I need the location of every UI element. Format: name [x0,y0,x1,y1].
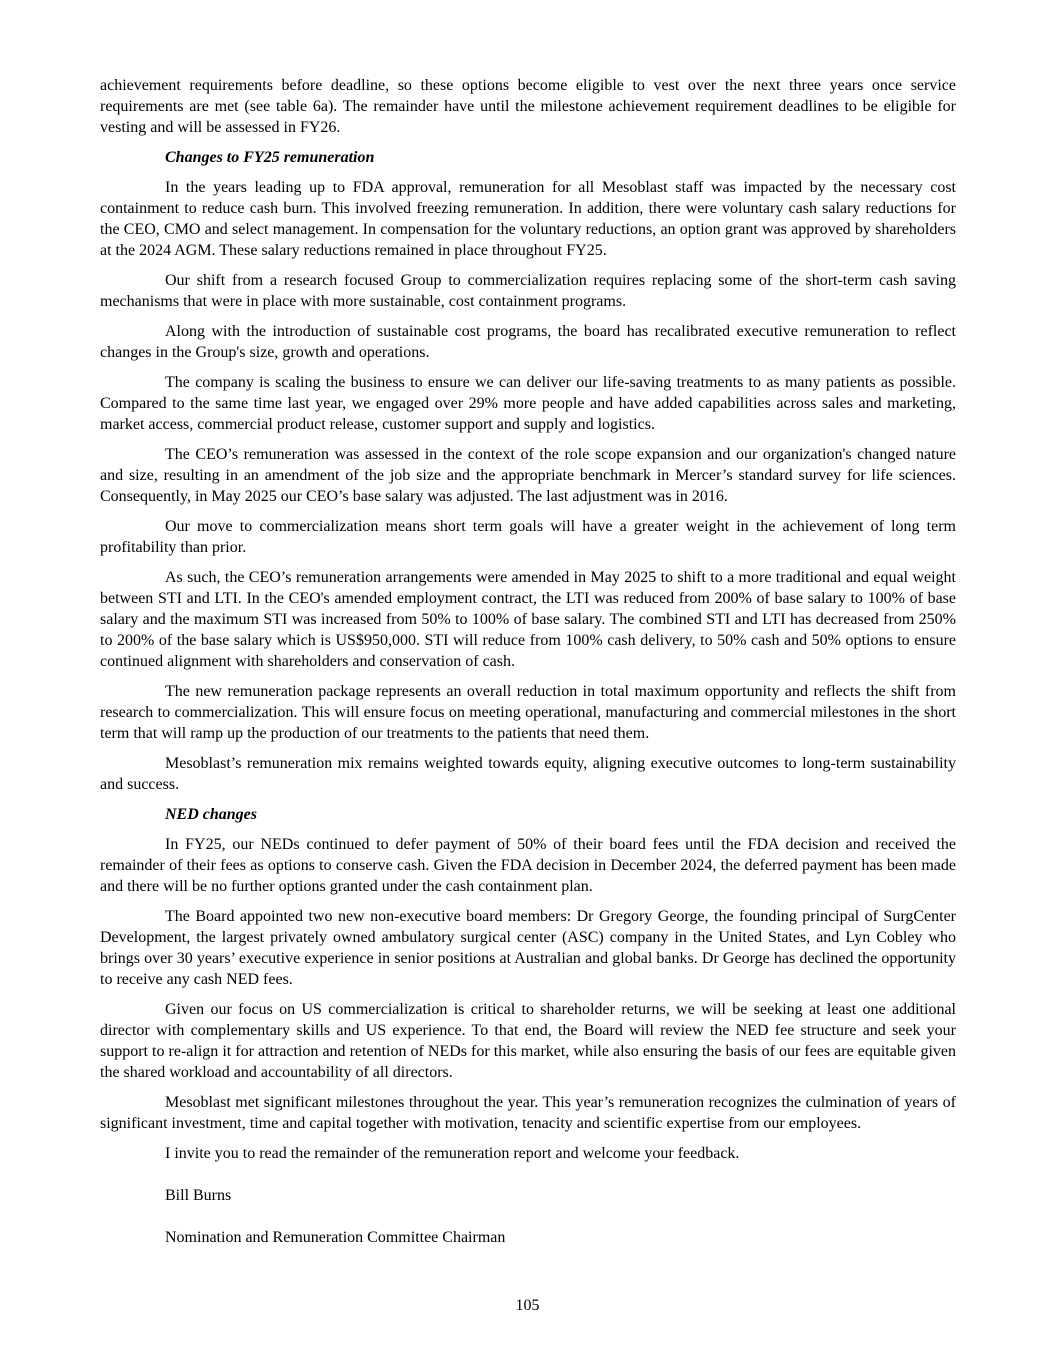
paragraph: I invite you to read the remainder of the remuneration report and welcome your feedback. [165,1145,740,1162]
paragraph: Our move to commercialization means short term goals will have a greater weight in the achievement of long term profitability than prior. [100,518,956,556]
paragraph: As such, the CEO’s remuneration arrangements were amended in May 2025 to shift to a more traditional and equal weight between STI and LTI. In the CEO's amended employment contract, the LTI was reduced from 200% of base salary to 100% of base salary and the maximum STI was increased from 50% to 100% of base salary. The combined STI and LTI has decreased from 250% to 200% of the base salary which is US$950,000. STI will reduce from 100% cash delivery, to 50% cash and 50% options to ensure continued alignment with shareholders and conservation of cash. [100,569,956,670]
paragraph: The CEO’s remuneration was assessed in the context of the role scope expansion and our organization's changed nature and size, resulting in an amendment of the job size and the appropriate benchmark in Mercer’s standard survey for life sciences. Consequently, in May 2025 our CEO’s base salary was adjusted. The last adjustment was in 2016. [100,446,956,505]
paragraph: In FY25, our NEDs continued to defer payment of 50% of their board fees until the FDA decision and received the remainder of their fees as options to conserve cash. Given the FDA decision in December 2024, the deferred payment has been made and there will be no further options granted under the cash containment plan. [100,836,956,895]
section-heading: NED changes [165,806,258,823]
paragraph: The new remuneration package represents an overall reduction in total maximum opportunity and reflects the shift from research to commercialization. This will ensure focus on meeting operational, manufacturing and commercial milestones in the short term that will ramp up the production of our treatments to the patients that need them. [100,683,956,742]
paragraph: In the years leading up to FDA approval, remuneration for all Mesoblast staff was impacted by the necessary cost containment to reduce cash burn. This involved freezing remuneration. In addition, there were voluntary cash salary reductions for the CEO, CMO and select management. In compensation for the voluntary reductions, an option grant was approved by shareholders at the 2024 AGM. These salary reductions remained in place throughout FY25. [100,179,956,259]
paragraph: achievement requirements before deadline, so these options become eligible to vest over the next three years once service requirements are met (see table 6a). The remainder have until the milestone achievement requirement deadlines to be eligible for vesting and will be assessed in FY26. [100,77,956,136]
paragraph: Mesoblast’s remuneration mix remains weighted towards equity, aligning executive outcomes to long-term sustainability and success. [100,755,956,793]
page-number: 105 [515,1297,540,1314]
paragraph: Our shift from a research focused Group to commercialization requires replacing some of the short-term cash saving mechanisms that were in place with more sustainable, cost containment programs. [100,272,956,310]
page-content [100,75,956,1248]
section-heading: Changes to FY25 remuneration [165,149,375,166]
paragraph: The Board appointed two new non-executive board members: Dr Gregory George, the founding principal of SurgCenter Development, the largest privately owned ambulatory surgical center (ASC) company in the United States, and Lyn Cobley who brings over 30 years’ executive experience in senior positions at Australian and global banks. Dr George has declined the opportunity to receive any cash NED fees. [100,908,956,988]
signature-title: Nomination and Remuneration Committee Chairman [165,1229,506,1246]
paragraph: Mesoblast met significant milestones throughout the year. This year’s remuneration recognizes the culmination of years of significant investment, time and capital together with motivation, tenacity and scientific expertise from our employees. [100,1094,956,1132]
paragraph: The company is scaling the business to ensure we can deliver our life-saving treatments to as many patients as possible. Compared to the same time last year, we engaged over 29% more people and have added capabilities across sales and marketing, market access, commercial product release, customer support and supply and logistics. [100,374,956,433]
paragraph: Given our focus on US commercialization is critical to shareholder returns, we will be seeking at least one additional director with complementary skills and US experience. To that end, the Board will review the NED fee structure and seek your support to re-align it for attraction and retention of NEDs for this market, while also ensuring the basis of our fees are equitable given the shared workload and accountability of all directors. [100,1001,956,1081]
paragraph: Along with the introduction of sustainable cost programs, the board has recalibrated executive remuneration to reflect changes in the Group's size, growth and operations. [100,323,956,361]
signature-name: Bill Burns [165,1187,232,1204]
